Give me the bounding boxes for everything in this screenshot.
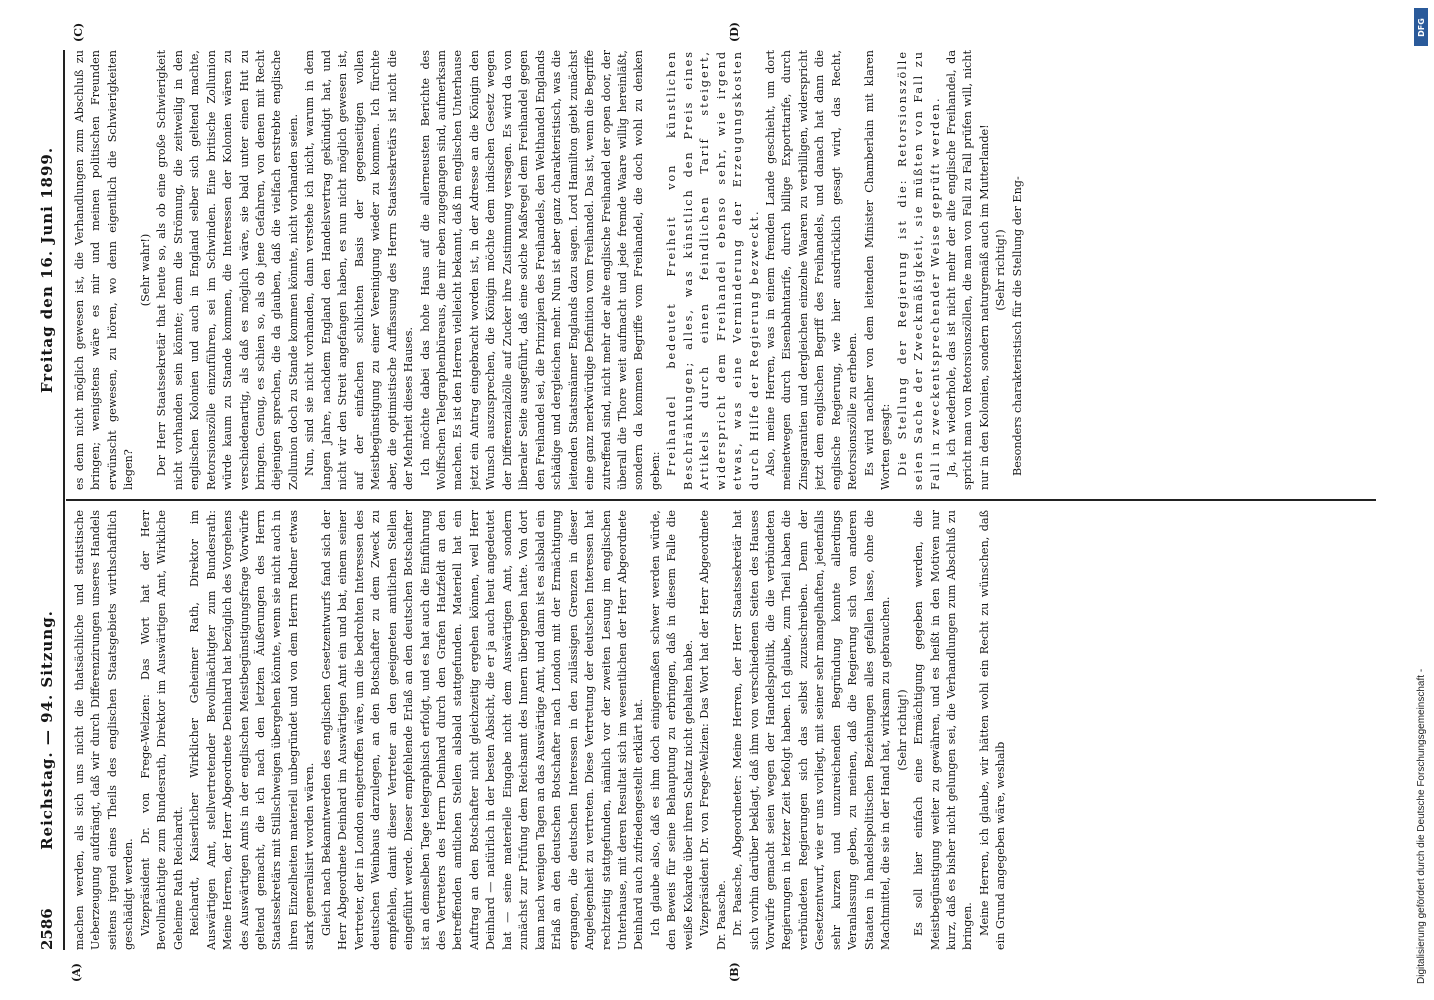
- paragraph: Es wird nachher von dem leitenden Minister Chamberlain mit klaren Worten gesagt:: [862, 50, 893, 490]
- paragraph: Der Herr Staatssekretär that heute so, als ob eine große Schwierigkeit nicht vorhanden sein könnte; denn die Strömung, die zeitweilig in den englischen Kolonien und auch in England selber sich geltend machte, Retorsionszölle einzuführen, sei im Schwinden. Eine britische Zollunion würde kaum zu Stande kommen, die Interessen der Kolonien wären zu verschiedenartig, als daß es möglich wäre, sie bald unter einen Hut zu bringen. Genug, es schien so, als ob jene Gefahren, von denen mit Recht diejenigen sprechen, die da glauben, daß die vielfach erstrebte englische Zollunion doch zu Stande kommen könnte, nicht vorhanden seien.: [155, 50, 300, 490]
- paragraph: Freihandel bedeutet Freiheit von künstlichen Beschränkungen; alles, was künstlich den Preis eines Artikels durch einen feindlichen Tarif steigert, widerspricht dem Freihandel ebenso sehr, wie irgend etwas, was eine Verminderung der Erzeugungskosten durch Hilfe der Regierung bezweckt.: [665, 50, 761, 490]
- paragraph: es denn nicht möglich gewesen ist, die Verhandlungen zum Abschluß zu bringen; wenigstens wäre es mir und meinen politischen Freunden erwünscht gewesen, zu hören, wo denn eigentlich die Schwierigkeiten liegen?: [73, 50, 136, 490]
- paragraph: Meine Herren, ich glaube, wir hätten wohl ein Recht zu wünschen, daß ein Grund angegeben wäre, weshalb: [977, 510, 1008, 950]
- margin-marker-c: (C): [72, 22, 85, 42]
- right-running-title: Freitag den 16. Juni 1899.: [38, 146, 56, 394]
- margin-marker-d: (D): [728, 22, 741, 42]
- paragraph: Also, meine Herren, was in einem fremden Lande geschieht, um dort meinetwegen durch Eisenbahntarife, durch billige Exporttarife, durch Zinsgarantien und dergleichen einzelne Waaren zu verbilligen, widerspricht jetzt dem englischen Begriff des Freihandels, und danach hat dann die englische Regierung, wie hier ausdrücklich gesagt wird, das Recht, Retorsionszölle zu erheben.: [764, 50, 860, 490]
- header-rule: [63, 50, 65, 950]
- paragraph: (Sehr richtig!): [895, 689, 909, 771]
- left-header: [34, 510, 60, 950]
- left-running-title: Reichstag. — 94. Sitzung.: [38, 610, 56, 850]
- margin-marker-a: (A): [70, 963, 83, 982]
- digitization-sidebar: [1412, 8, 1432, 992]
- paragraph: Nun, sind sie nicht vorhanden, dann verstehe ich nicht, warum in dem langen Jahre, nachdem England den Handelsvertrag gekündigt hat, und nicht wir den Streit angefangen haben, es nun nicht möglich gewesen ist, auf der einfachen schlichten Basis der gegenseitigen vollen Meistbegünstigung zu einer Vereinigung wieder zu kommen. Ich fürchte aber, die optimistische Auffassung des Herrn Staatssekretärs ist nicht die der Mehrheit dieses Hauses.: [303, 50, 416, 490]
- paragraph: Besonders charakteristisch für die Stellung der Eng-: [1010, 176, 1024, 476]
- dfg-logo: DFG: [1414, 8, 1428, 46]
- column-divider: [66, 499, 1376, 501]
- paragraph: Es soll hier einfach eine Ermächtigung gegeben werden, die Meistbegünstigung weiter zu gewähren, und es heißt in den Motiven nur kurz, daß es bisher nicht gelungen sei, die Verhandlungen zum Abschluß zu bringen.: [912, 510, 975, 950]
- paragraph: machen werden, als sich uns nicht die thatsächliche und statistische Ueberzeugung aufdrängt, daß wir durch Differenzirungen unseres Handels seitens irgend eines Theils des englischen Staatsgebiets wirthschaftlich geschädigt werden.: [73, 510, 136, 950]
- paragraph: Dr. Paasche, Abgeordneter: Meine Herren, der Herr Staatssekretär hat sich vorhin darüber beklagt, daß ihm von verschiedenen Seiten des Hauses Vorwürfe gemacht seien wegen der Handelspolitik, die die verbündeten Regierungen in letzter Zeit befolgt haben. Ich glaube, zum Theil haben die verbündeten Regierungen sich das selbst zuzuschreiben. Denn der Gesetzentwurf, wie er uns vorliegt, mit seiner sehr mangelhaften, jedenfalls sehr kurzen und unzureichenden Begründung konnte allerdings Veranlassung geben, zu meinen, daß die Regierung sich von anderen Staaten in handelspolitischen Beziehungen alles gefallen lasse, ohne die Machtmittel, die sie in der Hand hat, wirksam zu gebrauchen.: [731, 510, 893, 950]
- paragraph: Ich möchte dabei das hohe Haus auf die allerneusten Berichte des Wolffschen Telegraphenbüreaus, die mir eben zugegangen sind, aufmerksam machen. Es ist den Herren vielleicht bekannt, daß im englischen Unterhause jetzt ein Antrag eingebracht worden ist, in der Adresse an die Königin den Wunsch auszusprechen, die Königin möchte dem indischen Gesetz wegen der Differenzialzölle auf Zucker ihre Zustimmung versagen. Es wird da von liberaler Seite ausgeführt, daß eine solche Maßregel dem Freihandel gegen den Freihandel sei, die Prinzipien des Freihandels, den Welthandel Englands schädige und dergleichen mehr. Nun ist aber ganz charakteristisch, was die leitenden Staatsmänner Englands dazu sagen. Lord Hamilton giebt zunächst eine ganz merkwürdige Definition vom Freihandel. Das ist, wenn die Begriffe zutreffend sind, nicht mehr der alte englische Freihandel der open door, der überall die Thore weit aufmacht und jede fremde Waare willig hereinläßt, sondern da kommen Begriffe vom Freihandel, die doch wohl zu denken geben:: [418, 50, 662, 490]
- paragraph: Gleich nach Bekanntwerden des englischen Gesetzentwurfs fand sich der Herr Abgeordnete Deinhard im Auswärtigen Amt ein und bat, einem seiner Vertreter, der in London eingetroffen wäre, um die bedrohten Interessen des deutschen Weinbaus darzulegen, an den Botschafter zu dem Zweck zu empfehlen, damit dieser Vertreter an den geeigneten amtlichen Stellen eingeführt werde. Dieser empfehlende Erlaß an den deutschen Botschafter ist an demselben Tage telegraphisch erfolgt, und es hat auch die Einführung des Vertreters des Herrn Deinhard durch den Grafen Hatzfeldt an den betreffenden amtlichen Stellen alsbald stattgefunden. Materiell hat ein Auftrag an den Botschafter nicht gleichzeitig ergehen können, weil Herr Deinhard — natürlich in der besten Absicht, die er ja auch heut angedeutet hat — seine materielle Eingabe nicht dem Auswärtigen Amt, sondern zunächst zur Prüfung dem Reichsamt des Innern übergeben hatte. Von dort kam nach wenigen Tagen an das Auswärtige Amt, und dann ist es alsbald ein Erlaß an den deutschen Botschafter nach London mit der Ermächtigung ergangen, die deutschen Interessen in den zulässigen Grenzen in dieser Angelegenheit zu vertreten. Diese Vertretung der deutschen Interessen hat rechtzeitig stattgefunden, nämlich vor der zweiten Lesung im englischen Unterhause, mit deren Resultat sich im wesentlichen der Herr Abgeordnete Deinhard auch zufriedengestellt erklärt hat.: [319, 510, 646, 950]
- paragraph: Vizepräsident Dr. von Frege-Welzien: Das Wort hat der Herr Abgeordnete Dr. Paasche.: [698, 510, 728, 950]
- paragraph: (Sehr richtig!): [994, 229, 1008, 311]
- paragraph: Die Stellung der Regierung ist die: Retorsionszölle seien Sache der Zweckmäßigkeit, sie müßten von Fall zu Fall in zweckentsprechender Weise geprüft werden.: [895, 50, 942, 490]
- left-text-column: [72, 510, 1382, 950]
- paragraph: (Sehr wahr!): [138, 233, 152, 307]
- page-number: 2586: [38, 908, 56, 950]
- paragraph: Reichardt, Kaiserlicher Wirklicher Geheimer Rath, Direktor im Auswärtigen Amt, stellvertretender Bevollmächtigter zum Bundesrath: Meine Herren, der Herr Abgeordnete Deinhard hat bezüglich des Vorgehens des Auswärtigen Amts in der englischen Meistbegünstigungsfrage Vorwürfe geltend gemacht, die ich nach den letzten Äußerungen des Herrn Staatssekretärs mit Stillschweigen übergehen könnte, wenn sie nicht auch in ihren Einzelheiten materiell unbegründet und von dem Herrn Redner etwas stark generalisirt worden wären.: [188, 510, 317, 950]
- paragraph: Ja, ich wiederhole, das ist nicht mehr der alte englische Freihandel, da spricht man von Retorsionszöllen, die man von Fall zu Fall prüfen will, nicht nur in den Kolonien, sondern naturgemäß auch im Mutterlande!: [945, 50, 991, 490]
- paragraph: Ich glaube also, daß es ihm doch einigermaßen schwer werden würde, den Beweis für seine Behauptung zu erbringen, daß in diesem Falle die weiße Kokarde über ihren Schatz nicht gehalten habe.: [648, 510, 695, 950]
- digitization-credit: Digitalisierung gefördert durch die Deutsche Forschungsgemeinschaft -: [1416, 668, 1427, 984]
- right-text-column: [72, 50, 1382, 490]
- paragraph: Vizepräsident Dr. von Frege-Welzien: Das Wort hat der Herr Bevollmächtigte zum Bundesrath, Direktor im Auswärtigen Amt, Wirkliche Geheime Rath Reichardt.: [138, 510, 185, 950]
- margin-marker-b: (B): [728, 962, 741, 982]
